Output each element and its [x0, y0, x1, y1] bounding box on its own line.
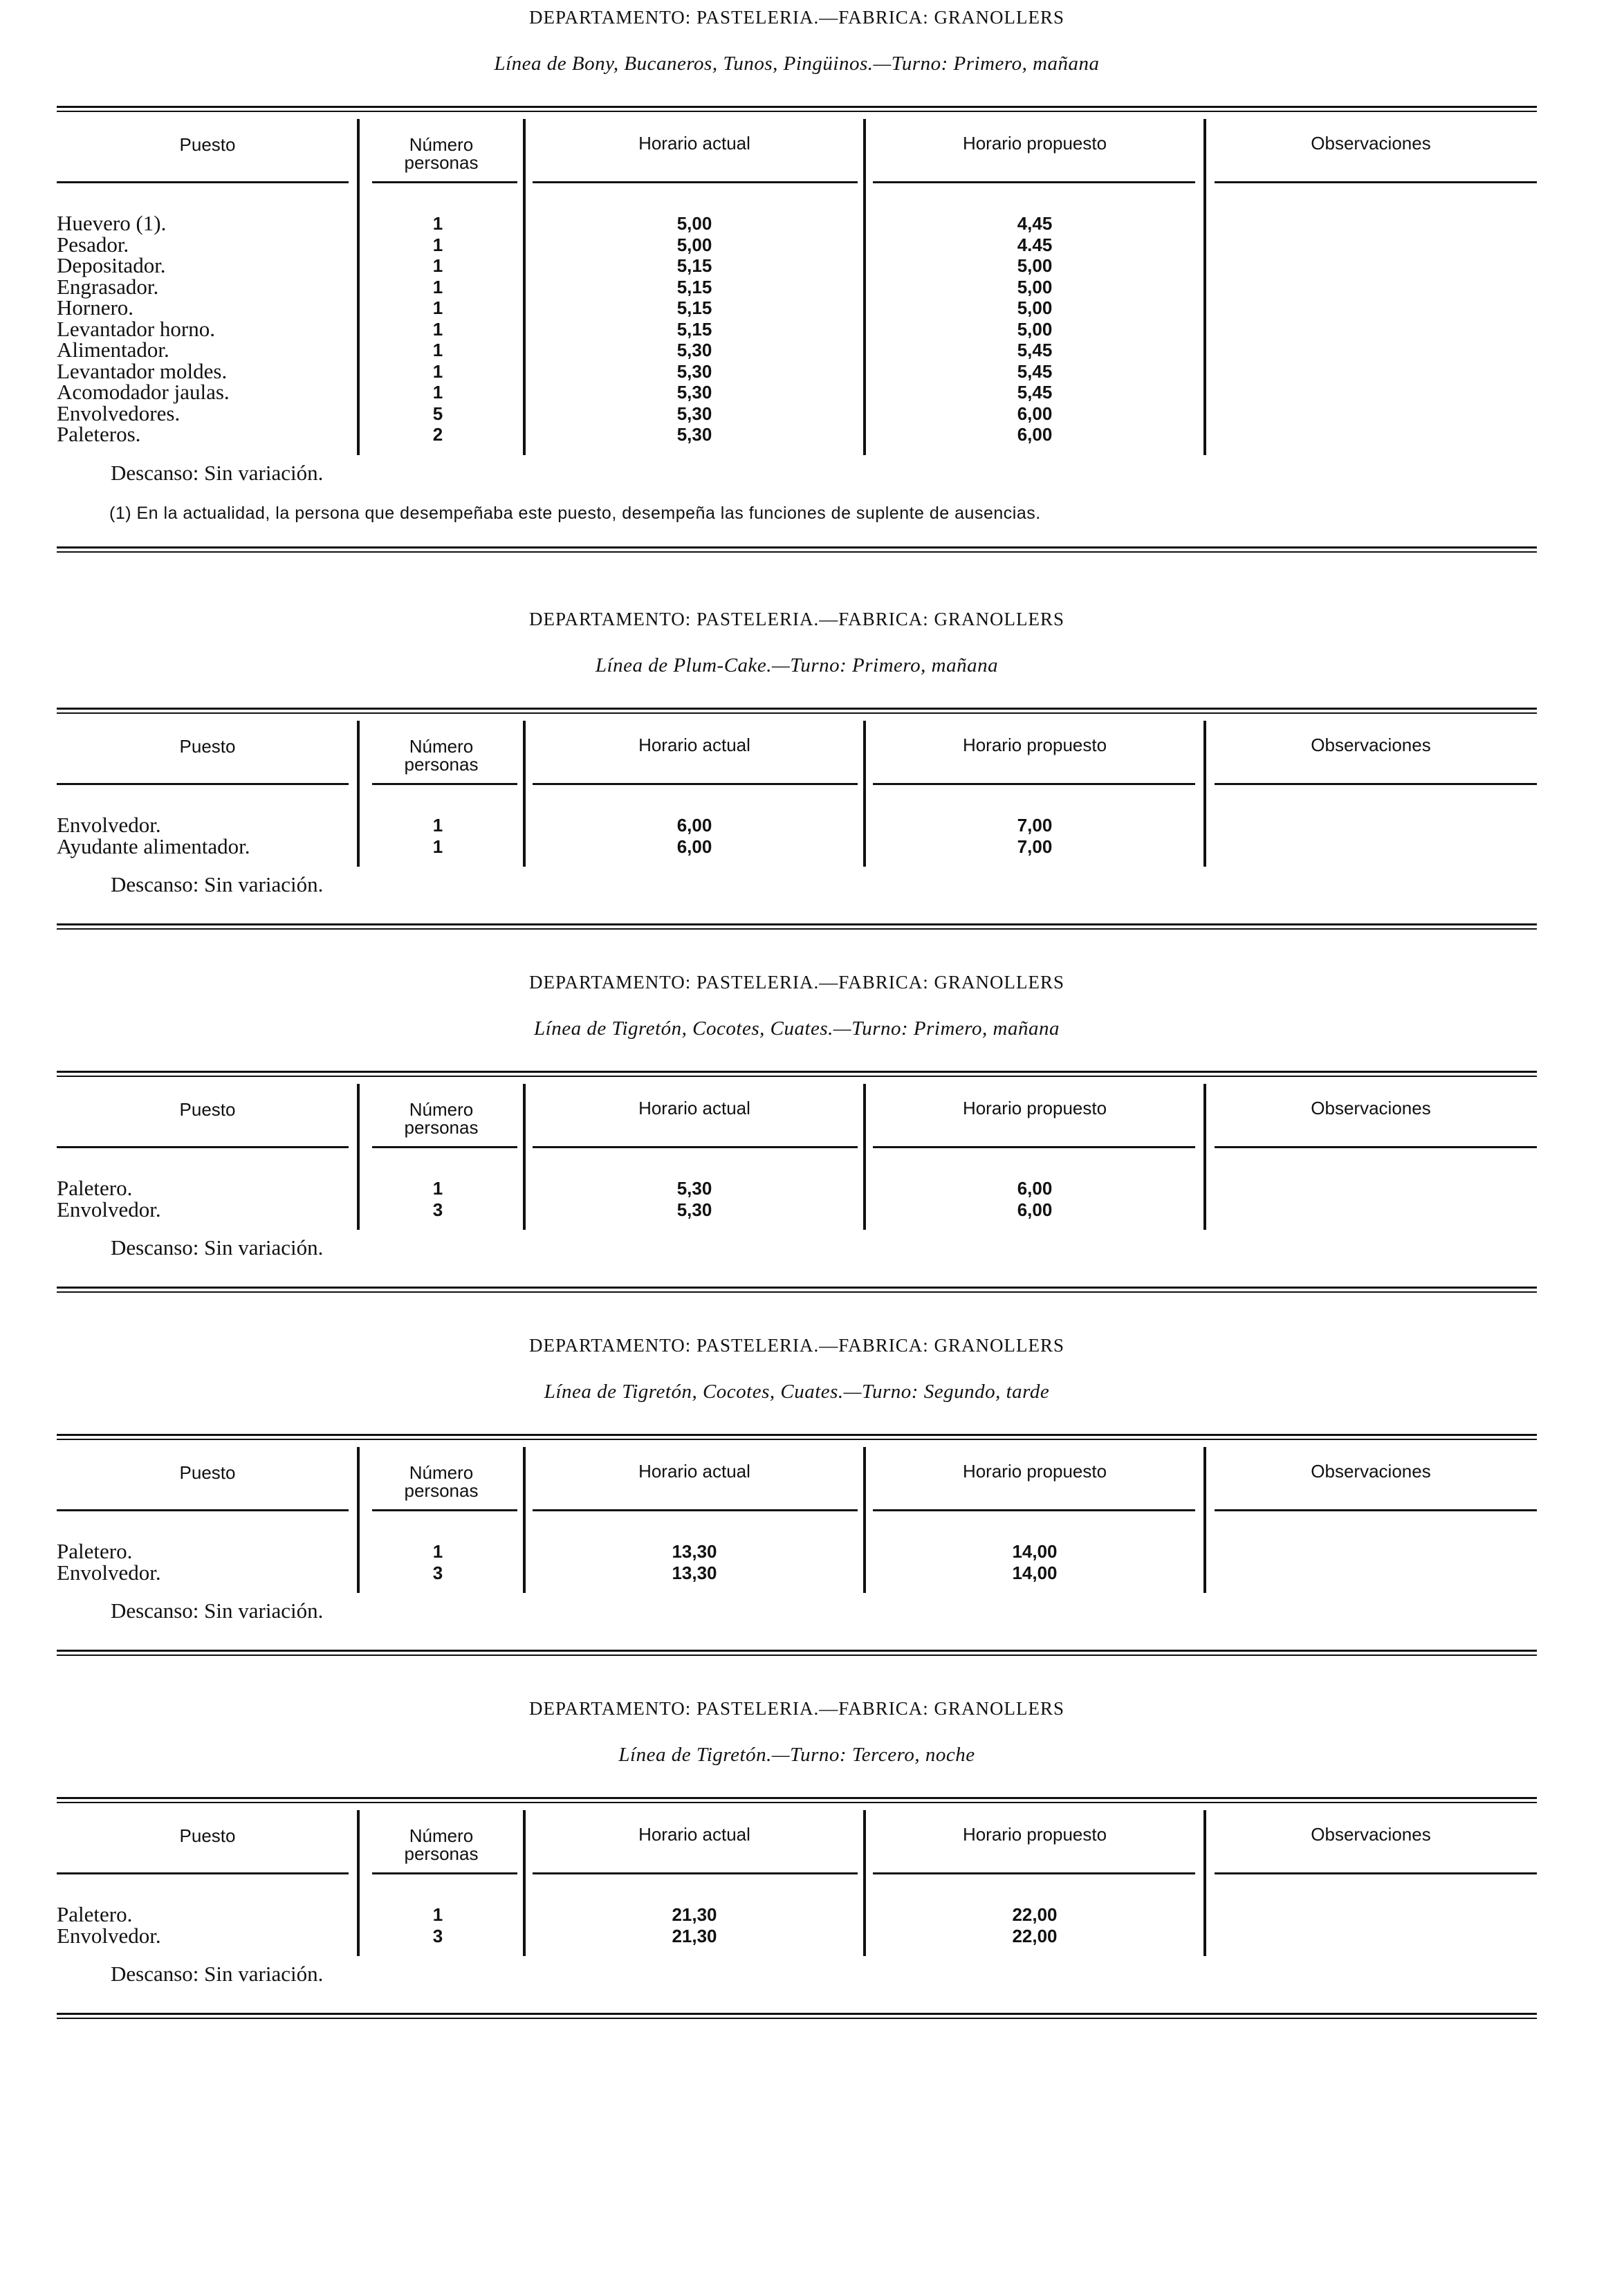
row-puesto: Alimentador.: [57, 338, 169, 362]
row-puesto: Envolvedores.: [57, 400, 181, 425]
row-puesto: Paletero.: [57, 1902, 133, 1926]
header-numero: Número: [409, 134, 474, 155]
row-puesto: Engrasador.: [57, 274, 159, 299]
row-horario-actual: 13,30: [672, 1541, 717, 1562]
line-shift-title: Línea de Tigretón, Cocotes, Cuates.—Turno: Segundo, tarde: [544, 1381, 1050, 1403]
header-underline: [873, 181, 1195, 183]
row-numero-personas: 1: [432, 1541, 443, 1562]
row-puesto: Levantador moldes.: [57, 358, 228, 383]
row-puesto: Hornero.: [57, 295, 134, 320]
header-observaciones: Observaciones: [1311, 1461, 1431, 1482]
row-numero-personas: 1: [432, 255, 443, 276]
row-horario-propuesto: 6,00: [1017, 424, 1053, 445]
row-horario-actual: 13,30: [672, 1562, 717, 1583]
header-horario-actual: Horario actual: [638, 1098, 750, 1118]
row-horario-propuesto: 5,45: [1017, 360, 1053, 382]
header-horario-propuesto: Horario propuesto: [962, 1461, 1107, 1482]
header-underline: [533, 783, 858, 785]
row-numero-personas: 1: [432, 297, 443, 318]
header-horario-propuesto: Horario propuesto: [962, 1098, 1107, 1118]
row-numero-personas: 1: [432, 213, 443, 234]
row-horario-propuesto: 5,00: [1017, 255, 1053, 276]
bottom-double-rule: [57, 1650, 1537, 1656]
header-personas: personas: [404, 1117, 479, 1138]
header-puesto: Puesto: [179, 736, 236, 757]
row-horario-actual: 21,30: [672, 1925, 717, 1946]
header-puesto: Puesto: [179, 1825, 236, 1846]
line-shift-title: Línea de Tigretón, Cocotes, Cuates.—Turno: Primero, mañana: [534, 1017, 1060, 1040]
row-horario-propuesto: 5,00: [1017, 297, 1053, 318]
header-horario-propuesto: Horario propuesto: [962, 735, 1107, 755]
header-underline: [57, 1872, 349, 1874]
row-horario-propuesto: 22,00: [1012, 1904, 1058, 1925]
row-puesto: Paleteros.: [57, 422, 141, 446]
header-puesto: Puesto: [179, 1462, 236, 1483]
header-numero: Número: [409, 1099, 474, 1120]
top-double-rule: [57, 1071, 1537, 1077]
schedule-section: [57, 1691, 1537, 2286]
row-horario-propuesto: 5,00: [1017, 318, 1053, 340]
header-underline: [533, 1872, 858, 1874]
row-horario-propuesto: 4,45: [1017, 213, 1053, 234]
row-horario-actual: 5,00: [676, 213, 712, 234]
row-numero-personas: 1: [432, 1904, 443, 1925]
column-separator: [1203, 1084, 1206, 1230]
header-underline: [1215, 783, 1537, 785]
row-numero-personas: 3: [432, 1925, 443, 1946]
column-separator: [1203, 119, 1206, 455]
top-double-rule: [57, 106, 1537, 112]
bottom-double-rule: [57, 2013, 1537, 2019]
row-horario-actual: 5,30: [676, 340, 712, 360]
header-horario-propuesto: Horario propuesto: [962, 133, 1107, 154]
header-horario-actual: Horario actual: [638, 735, 750, 755]
header-observaciones: Observaciones: [1311, 1824, 1431, 1845]
schedule-section: [57, 0, 1537, 595]
row-numero-personas: 3: [432, 1562, 443, 1583]
department-heading: DEPARTAMENTO: PASTELERIA.—FABRICA: GRANOLLERS: [528, 7, 1065, 28]
header-horario-propuesto: Horario propuesto: [962, 1824, 1107, 1845]
row-horario-actual: 21,30: [672, 1904, 717, 1925]
header-underline: [1215, 1509, 1537, 1511]
row-horario-actual: 6,00: [676, 836, 712, 857]
column-separator: [1203, 1447, 1206, 1593]
descanso-text: Descanso: Sin variación.: [111, 872, 324, 896]
column-separator: [1203, 721, 1206, 867]
header-observaciones: Observaciones: [1311, 1098, 1431, 1118]
header-underline: [873, 783, 1195, 785]
row-horario-actual: 5,30: [676, 360, 712, 382]
line-shift-title: Línea de Tigretón.—Turno: Tercero, noche: [618, 1744, 975, 1766]
bottom-double-rule: [57, 923, 1537, 930]
header-numero: Número: [409, 736, 474, 757]
header-underline: [533, 1509, 858, 1511]
row-puesto: Paletero.: [57, 1176, 133, 1200]
row-horario-actual: 5,30: [676, 424, 712, 445]
row-horario-propuesto: 22,00: [1012, 1925, 1058, 1946]
row-horario-propuesto: 6,00: [1017, 1199, 1053, 1220]
header-underline: [873, 1146, 1195, 1148]
row-horario-actual: 5,15: [676, 276, 712, 297]
row-puesto: Acomodador jaulas.: [57, 380, 230, 404]
header-personas: personas: [404, 152, 479, 173]
row-horario-propuesto: 14,00: [1012, 1541, 1058, 1562]
row-horario-actual: 5,30: [676, 1199, 712, 1220]
header-horario-actual: Horario actual: [638, 133, 750, 154]
row-puesto: Paletero.: [57, 1539, 133, 1563]
header-personas: personas: [404, 1480, 479, 1501]
header-underline: [57, 783, 349, 785]
row-horario-propuesto: 5,45: [1017, 340, 1053, 360]
row-numero-personas: 3: [432, 1199, 443, 1220]
row-puesto: Pesador.: [57, 232, 129, 257]
footnote: (1) En la actualidad, la persona que desempeñaba este puesto, desempeña las funciones de suplente de ausencias.: [109, 503, 1041, 523]
header-underline: [873, 1872, 1195, 1874]
header-underline: [533, 1146, 858, 1148]
header-underline: [57, 181, 349, 183]
header-underline: [1215, 1146, 1537, 1148]
row-numero-personas: 1: [432, 815, 443, 836]
row-horario-propuesto: 5,00: [1017, 276, 1053, 297]
row-puesto: Huevero (1).: [57, 211, 167, 235]
header-underline: [57, 1146, 349, 1148]
header-numero: Número: [409, 1825, 474, 1846]
department-heading: DEPARTAMENTO: PASTELERIA.—FABRICA: GRANOLLERS: [528, 609, 1065, 629]
row-horario-propuesto: 4.45: [1017, 234, 1053, 255]
department-heading: DEPARTAMENTO: PASTELERIA.—FABRICA: GRANOLLERS: [528, 1698, 1065, 1719]
top-double-rule: [57, 1434, 1537, 1440]
header-underline: [372, 783, 517, 785]
department-heading: DEPARTAMENTO: PASTELERIA.—FABRICA: GRANOLLERS: [528, 1335, 1065, 1356]
header-puesto: Puesto: [179, 1099, 236, 1120]
row-numero-personas: 1: [432, 276, 443, 297]
row-horario-propuesto: 7,00: [1017, 815, 1053, 836]
row-horario-actual: 5,30: [676, 382, 712, 403]
top-double-rule: [57, 708, 1537, 714]
header-observaciones: Observaciones: [1311, 735, 1431, 755]
department-heading: DEPARTAMENTO: PASTELERIA.—FABRICA: GRANOLLERS: [528, 972, 1065, 993]
header-horario-actual: Horario actual: [638, 1824, 750, 1845]
descanso-text: Descanso: Sin variación.: [111, 1962, 324, 1986]
header-personas: personas: [404, 754, 479, 775]
bottom-double-rule: [57, 1287, 1537, 1293]
row-horario-actual: 6,00: [676, 815, 712, 836]
row-puesto: Envolvedor.: [57, 813, 161, 837]
header-underline: [372, 181, 517, 183]
row-horario-propuesto: 7,00: [1017, 836, 1053, 857]
header-horario-actual: Horario actual: [638, 1461, 750, 1482]
row-horario-actual: 5,30: [676, 1178, 712, 1199]
header-underline: [372, 1509, 517, 1511]
row-horario-actual: 5,30: [676, 403, 712, 424]
row-horario-propuesto: 14,00: [1012, 1562, 1058, 1583]
row-horario-actual: 5,00: [676, 234, 712, 255]
row-numero-personas: 1: [432, 318, 443, 340]
header-underline: [1215, 181, 1537, 183]
row-puesto: Ayudante alimentador.: [57, 833, 250, 858]
row-puesto: Levantador horno.: [57, 316, 215, 341]
header-observaciones: Observaciones: [1311, 133, 1431, 154]
row-numero-personas: 1: [432, 340, 443, 360]
row-numero-personas: 1: [432, 382, 443, 403]
descanso-text: Descanso: Sin variación.: [111, 1235, 324, 1260]
header-puesto: Puesto: [179, 134, 236, 155]
descanso-text: Descanso: Sin variación.: [111, 1598, 324, 1623]
row-horario-actual: 5,15: [676, 318, 712, 340]
header-personas: personas: [404, 1843, 479, 1864]
row-numero-personas: 1: [432, 1178, 443, 1199]
header-underline: [533, 181, 858, 183]
header-underline: [372, 1872, 517, 1874]
row-numero-personas: 1: [432, 234, 443, 255]
header-numero: Número: [409, 1462, 474, 1483]
header-underline: [372, 1146, 517, 1148]
column-separator: [1203, 1810, 1206, 1956]
descanso-text: Descanso: Sin variación.: [111, 460, 324, 485]
row-horario-propuesto: 6,00: [1017, 403, 1053, 424]
row-horario-propuesto: 6,00: [1017, 1178, 1053, 1199]
row-puesto: Envolvedor.: [57, 1923, 161, 1948]
row-horario-actual: 5,15: [676, 255, 712, 276]
row-horario-propuesto: 5,45: [1017, 382, 1053, 403]
line-shift-title: Línea de Plum-Cake.—Turno: Primero, mañana: [595, 654, 999, 676]
header-underline: [1215, 1872, 1537, 1874]
row-numero-personas: 5: [432, 403, 443, 424]
header-underline: [873, 1509, 1195, 1511]
row-puesto: Envolvedor.: [57, 1197, 161, 1222]
row-numero-personas: 1: [432, 360, 443, 382]
row-numero-personas: 1: [432, 836, 443, 857]
bottom-double-rule: [57, 546, 1537, 553]
header-underline: [57, 1509, 349, 1511]
row-puesto: Envolvedor.: [57, 1560, 161, 1585]
line-shift-title: Línea de Bony, Bucaneros, Tunos, Pingüinos.—Turno: Primero, mañana: [494, 53, 1100, 75]
top-double-rule: [57, 1797, 1537, 1803]
row-horario-actual: 5,15: [676, 297, 712, 318]
row-numero-personas: 2: [432, 424, 443, 445]
row-puesto: Depositador.: [57, 253, 166, 277]
